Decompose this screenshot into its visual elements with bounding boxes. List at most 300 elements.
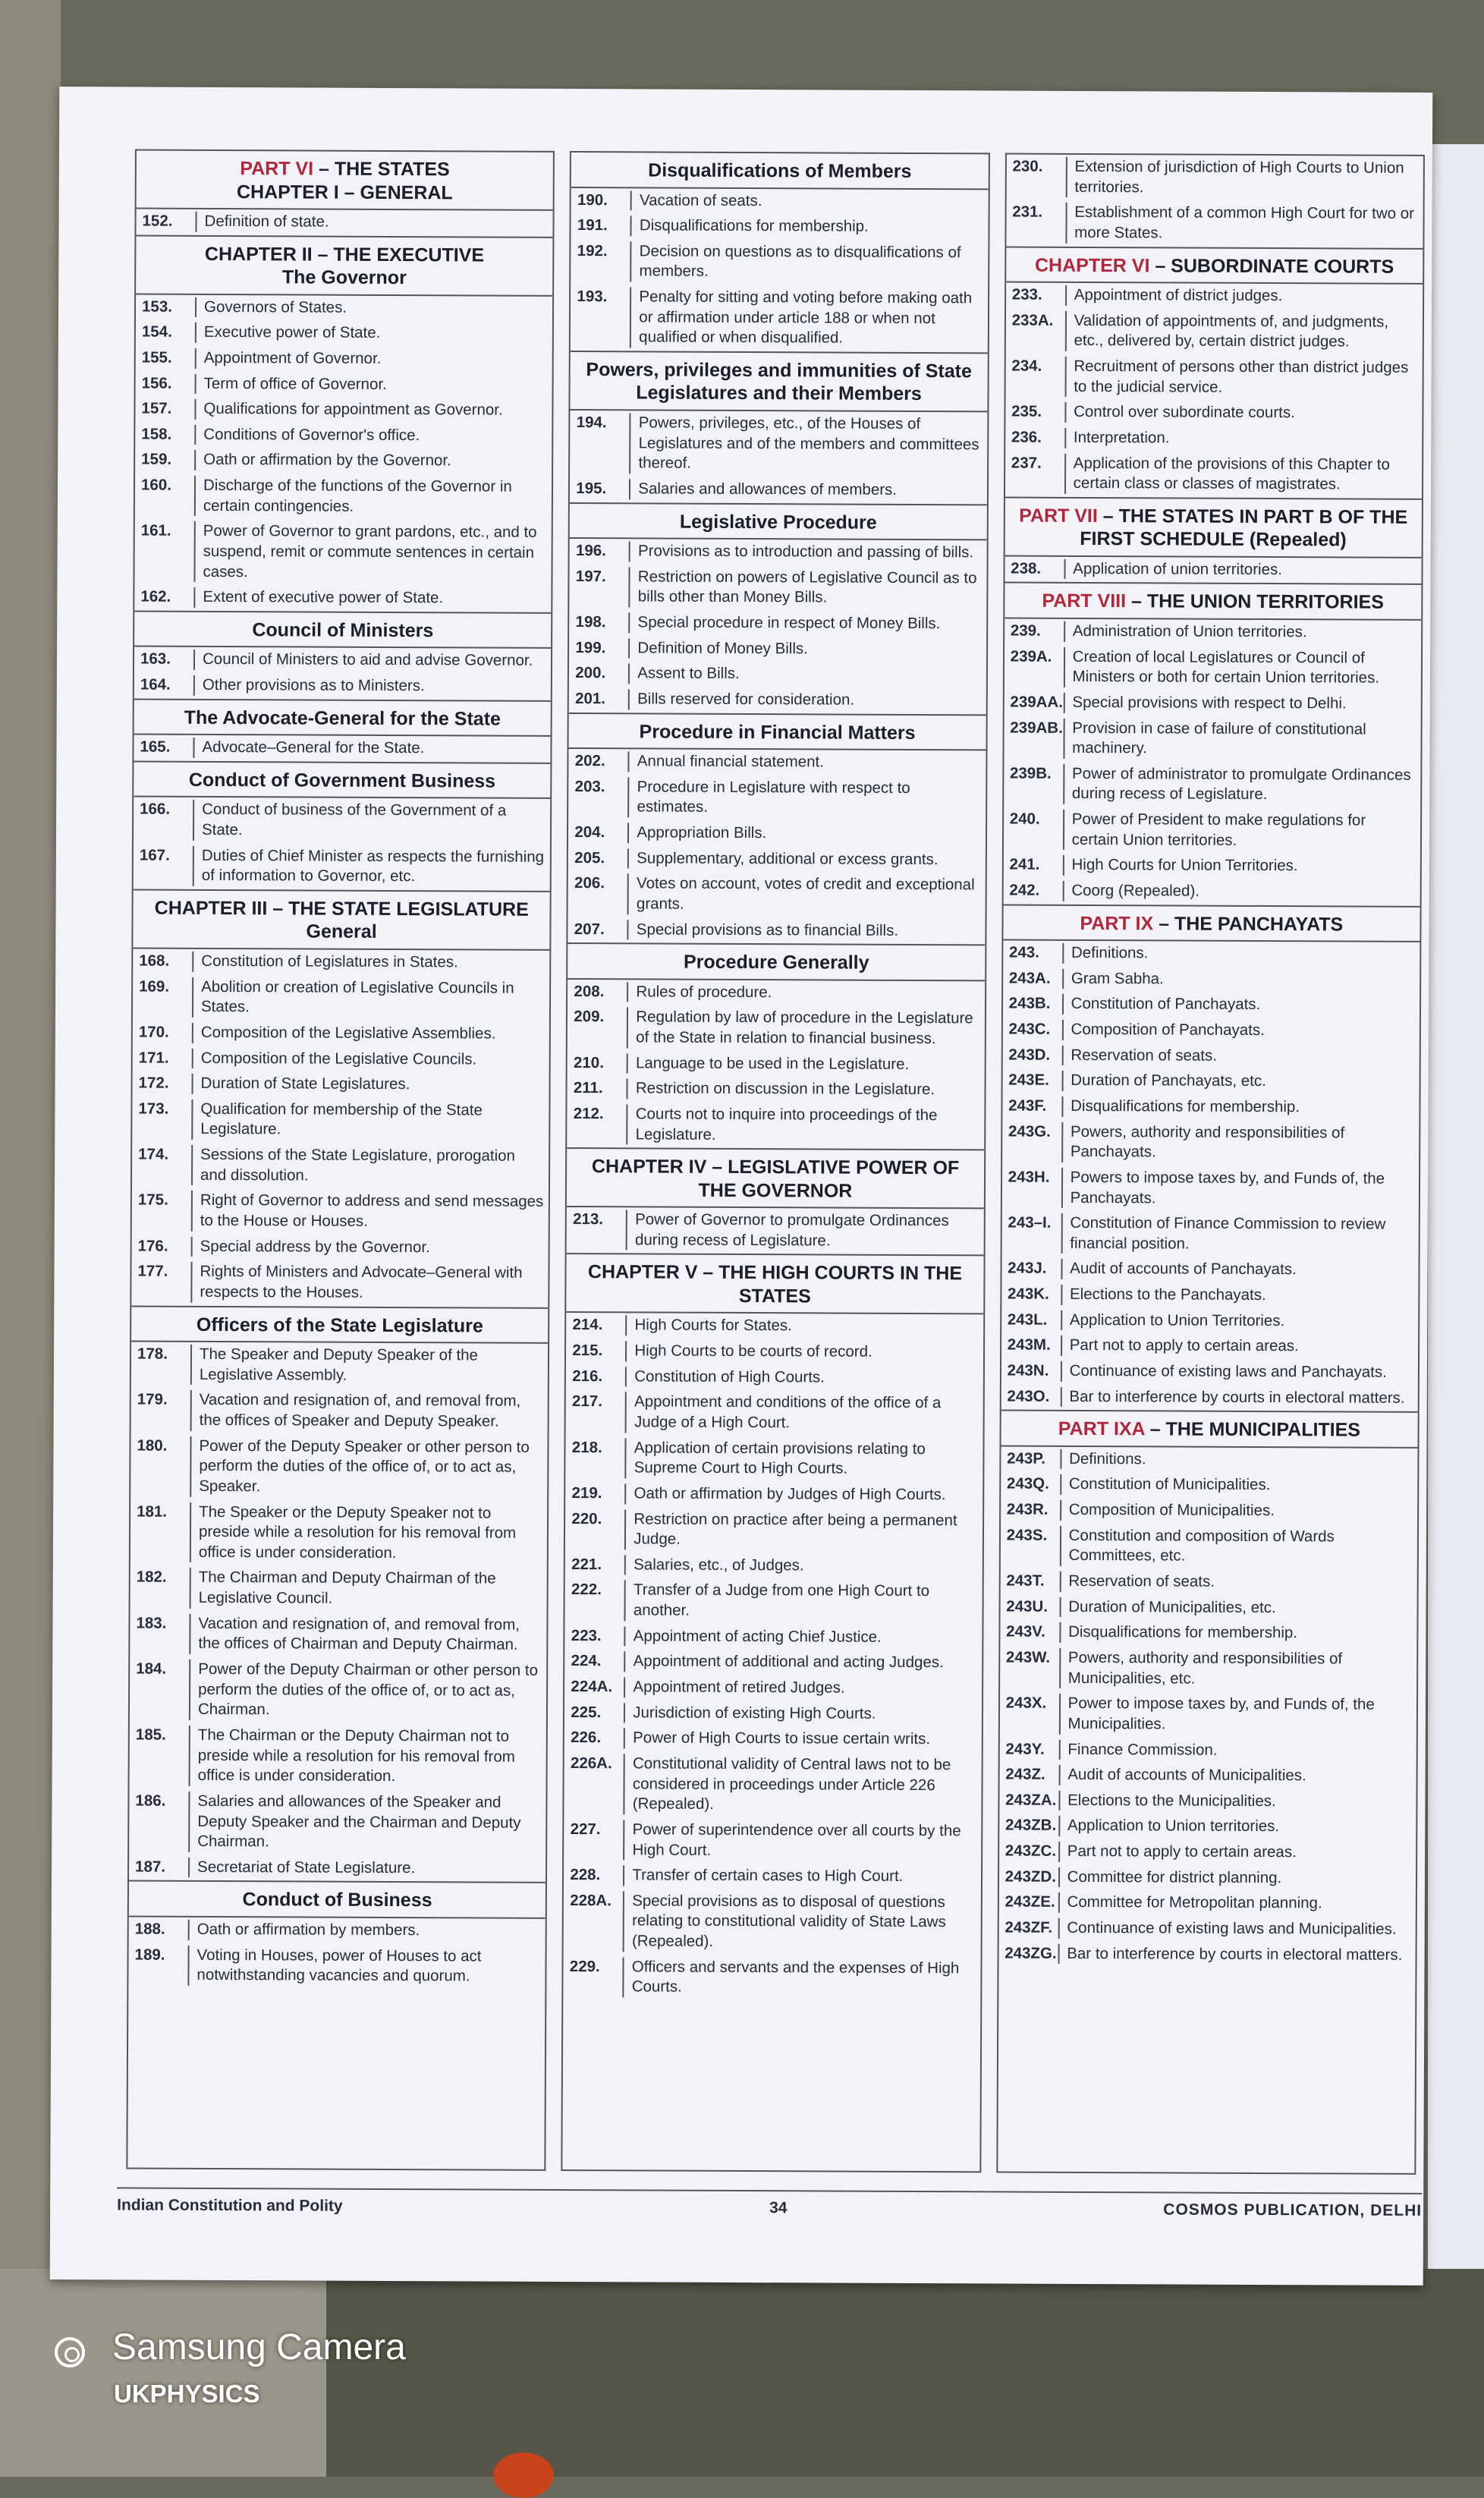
article-number: 199. <box>569 638 630 659</box>
contents-section <box>564 1253 984 2002</box>
article-number: 195. <box>570 479 630 499</box>
article-number: 200. <box>569 663 630 684</box>
article-number: 202. <box>569 751 630 772</box>
article-entry <box>999 1737 1416 1764</box>
article-title: Restriction on discussion in the Legislature. <box>635 1079 935 1099</box>
section-heading <box>570 502 987 541</box>
heading-text: Procedure Generally <box>683 951 869 974</box>
article-entry <box>999 1691 1416 1739</box>
article-entry <box>134 735 550 763</box>
article-entry <box>136 209 552 237</box>
article-number: 243Y. <box>999 1739 1060 1760</box>
article-entry <box>1001 1333 1418 1361</box>
article-title: Constitution of Panchayats. <box>1071 995 1261 1014</box>
article-entry <box>1002 1043 1419 1070</box>
article-title: Power of administrator to promulgate Ordinances during recess of Legislature. <box>1071 764 1411 804</box>
article-title: Constitutional validity of Central laws not to be considered in proceedings under Article 226 (Repealed). <box>632 1754 951 1814</box>
article-entry <box>130 1611 547 1659</box>
article-title: Application to Union Territories. <box>1069 1310 1285 1329</box>
article-number: 243Z. <box>999 1765 1060 1785</box>
article-entry <box>133 1020 549 1047</box>
article-entry <box>134 647 551 675</box>
article-entry <box>564 1726 981 1753</box>
article-number: 216. <box>566 1367 627 1387</box>
article-entry <box>568 1102 985 1150</box>
watermark-title: Samsung Camera <box>112 2327 406 2367</box>
article-title: Procedure in Legislature with respect to estimates. <box>637 778 910 816</box>
article-number: 188. <box>129 1919 190 1940</box>
article-title: Appropriation Bills. <box>637 823 767 842</box>
article-number: 243A. <box>1003 968 1064 989</box>
article-title: Penalty for sitting and voting before making oath or affirmation under article 188 or when not qualified or when disqualified. <box>639 288 973 347</box>
article-title: Application to Union territories. <box>1067 1817 1280 1836</box>
article-entry <box>131 1260 549 1307</box>
article-number: 217. <box>566 1392 627 1433</box>
article-title: Powers, authority and responsibilities of Municipalities, etc. <box>1067 1648 1343 1688</box>
heading-part-label: CHAPTER VI <box>1034 254 1150 276</box>
article-title: Composition of the Legislative Councils. <box>200 1049 477 1068</box>
article-number: 209. <box>568 1007 628 1048</box>
article-entry <box>1003 941 1420 968</box>
contents-section <box>570 351 987 504</box>
contents-section <box>1003 582 1421 906</box>
article-title: Provision in case of failure of constitutional machinery. <box>1072 719 1366 757</box>
article-title: Special provisions with respect to Delhi. <box>1072 693 1347 713</box>
article-entry <box>565 1624 982 1651</box>
article-entry <box>130 1499 548 1567</box>
article-number: 167. <box>134 845 194 886</box>
contents-table <box>126 149 1425 2175</box>
article-entry <box>568 917 985 945</box>
article-number: 166. <box>134 800 194 841</box>
article-entry <box>130 1722 547 1790</box>
article-title: Constitution of Finance Commission to review financial position. <box>1070 1214 1386 1253</box>
article-entry <box>565 1553 982 1580</box>
article-title: Elections to the Municipalities. <box>1067 1791 1276 1810</box>
article-number: 243L. <box>1001 1310 1062 1330</box>
article-number: 238. <box>1005 558 1065 579</box>
article-entry <box>132 1096 549 1144</box>
article-entry <box>1003 853 1420 880</box>
article-number: 243ZE. <box>998 1892 1059 1913</box>
article-title: Disqualifications for membership. <box>1068 1623 1298 1642</box>
article-number: 243F. <box>1002 1096 1063 1117</box>
article-number: 192. <box>571 241 632 282</box>
section-heading <box>567 1147 984 1209</box>
article-number: 243ZC. <box>999 1842 1060 1862</box>
article-entry <box>134 843 551 891</box>
article-entry <box>564 1700 981 1728</box>
article-entry <box>1006 283 1423 310</box>
article-entry <box>998 1915 1415 1943</box>
article-number: 181. <box>130 1502 191 1562</box>
article-title: Reservation of seats. <box>1071 1046 1218 1065</box>
section-heading <box>137 151 554 211</box>
article-title: Language to be used in the Legislature. <box>635 1053 910 1073</box>
column-3 <box>996 153 1425 2175</box>
article-entry <box>130 1657 547 1725</box>
article-entry <box>1005 354 1423 401</box>
article-title: Salaries, etc., of Judges. <box>634 1556 804 1575</box>
article-entry <box>999 1814 1416 1841</box>
article-title: Restriction on powers of Legislative Council as to bills other than Money Bills. <box>637 568 977 606</box>
article-title: Appointment of district judges. <box>1074 285 1283 305</box>
article-entry <box>130 1433 548 1501</box>
article-entry <box>1001 1211 1419 1259</box>
article-number: 234. <box>1005 356 1066 397</box>
article-title: Composition of Municipalities. <box>1068 1500 1275 1520</box>
article-title: Composition of the Legislative Assemblies. <box>200 1023 496 1043</box>
heading-part-label: PART VI <box>240 158 314 180</box>
article-entry <box>1004 807 1421 855</box>
article-number: 175. <box>132 1191 193 1232</box>
article-title: Gram Sabha. <box>1071 969 1164 988</box>
article-number: 196. <box>570 541 630 562</box>
article-title: Annual financial statement. <box>637 752 824 771</box>
contents-section <box>131 889 550 1307</box>
article-title: Power of Governor to grant pardons, etc., and to suspend, remit or commute sentences in certain cases. <box>203 522 537 580</box>
article-title: Extension of jurisdiction of High Courts to Union territories. <box>1074 157 1404 196</box>
article-title: Votes on account, votes of credit and exceptional grants. <box>636 874 975 913</box>
article-number: 236. <box>1005 427 1066 448</box>
article-number: 179. <box>131 1390 192 1431</box>
article-number: 207. <box>568 920 629 940</box>
article-title: Bills reserved for consideration. <box>637 690 855 709</box>
article-entry <box>1005 425 1422 452</box>
article-number: 243B. <box>1003 994 1064 1015</box>
article-title: Vacation of seats. <box>639 190 762 209</box>
background-bottom-left <box>0 2269 326 2477</box>
article-number: 241. <box>1003 855 1064 876</box>
article-title: Transfer of a Judge from one High Court to another. <box>633 1581 930 1619</box>
article-title: Decision on questions as to disqualifications of members. <box>639 242 961 281</box>
article-number: 243T. <box>1000 1571 1061 1592</box>
article-title: Composition of Panchayats. <box>1071 1020 1265 1040</box>
article-entry <box>565 1649 982 1676</box>
article-number: 182. <box>130 1568 191 1609</box>
article-entry <box>1002 1068 1419 1096</box>
article-number: 243. <box>1003 943 1064 964</box>
article-number: 168. <box>133 951 193 971</box>
article-entry <box>569 749 986 776</box>
article-title: Recruitment of persons other than district judges to the judicial service. <box>1074 357 1409 396</box>
article-entry <box>1001 1384 1417 1411</box>
article-title: Power of superintendence over all courts by the High Court. <box>632 1820 961 1859</box>
article-title: Interpretation. <box>1073 428 1170 447</box>
section-heading <box>134 760 551 799</box>
page-footer <box>117 2187 1422 2225</box>
article-title: Constitution of Municipalities. <box>1068 1475 1271 1494</box>
section-heading <box>1006 246 1423 285</box>
article-number: 226A. <box>564 1754 625 1814</box>
article-title: Special address by the Governor. <box>200 1237 430 1256</box>
article-number: 243N. <box>1001 1361 1062 1382</box>
article-entry <box>570 565 987 612</box>
article-number: 161. <box>134 521 195 582</box>
article-number: 204. <box>568 823 629 843</box>
article-title: Right of Governor to address and send messages to the House or Houses. <box>200 1191 544 1230</box>
article-title: Part not to apply to certain areas. <box>1069 1336 1299 1355</box>
article-entry <box>1002 1018 1419 1045</box>
article-title: Continuance of existing laws and Municipalities. <box>1067 1918 1397 1938</box>
article-title: Definition of state. <box>204 212 329 231</box>
article-number: 239AB. <box>1004 718 1064 759</box>
heading-text: Conduct of Business <box>242 1889 432 1911</box>
article-number: 243D. <box>1002 1045 1063 1065</box>
article-number: 243ZD. <box>999 1867 1060 1887</box>
article-entry <box>135 473 552 521</box>
article-entry <box>999 1864 1416 1892</box>
article-title: Salaries and allowances of the Speaker and Deputy Speaker and the Chairman and Deputy Chairman. <box>197 1792 521 1851</box>
article-number: 239. <box>1005 621 1065 641</box>
article-number: 243W. <box>1000 1647 1061 1688</box>
heading-text: Powers, privileges and immunities of State Legislatures and their Members <box>586 359 972 405</box>
heading-text: CHAPTER V – THE HIGH COURTS IN THE STATES <box>587 1261 963 1307</box>
section-heading <box>134 698 552 737</box>
article-number: 224. <box>565 1651 626 1672</box>
contents-section <box>134 610 552 700</box>
article-title: Finance Commission. <box>1067 1740 1218 1759</box>
article-entry <box>570 539 986 566</box>
contents-section <box>134 760 551 890</box>
article-number: 171. <box>133 1048 193 1068</box>
article-entry <box>136 294 552 322</box>
article-entry <box>566 1364 983 1392</box>
article-title: Constitution and composition of Wards Committees, etc. <box>1068 1526 1335 1565</box>
article-number: 162. <box>134 587 195 608</box>
article-number: 169. <box>133 977 193 1018</box>
article-title: Powers, privileges, etc., of the Houses of Legislatures and of the members and committees thereof. <box>638 414 979 472</box>
article-entry <box>1004 690 1420 717</box>
article-entry <box>566 1339 983 1366</box>
article-entry <box>1005 451 1423 499</box>
contents-section <box>128 1880 545 1990</box>
article-number: 243X. <box>1000 1694 1061 1735</box>
article-number: 239A. <box>1005 647 1065 687</box>
article-number: 203. <box>568 777 629 818</box>
article-entry <box>569 636 986 663</box>
article-title: Oath or affirmation by members. <box>197 1920 420 1940</box>
article-number: 243P. <box>1001 1449 1061 1469</box>
article-entry <box>998 1941 1415 1968</box>
article-number: 243G. <box>1002 1122 1063 1162</box>
article-entry <box>569 661 986 688</box>
article-entry <box>135 448 552 475</box>
article-entry <box>1004 716 1421 763</box>
article-entry <box>565 1481 982 1509</box>
heading-text: – THE PANCHAYATS <box>1153 913 1344 936</box>
article-title: Extent of executive power of State. <box>203 588 444 607</box>
heading-text: The Advocate-General for the State <box>184 706 501 730</box>
article-title: Definitions. <box>1071 944 1149 962</box>
article-number: 211. <box>568 1078 628 1099</box>
article-entry <box>129 1789 546 1856</box>
article-number: 243ZA. <box>999 1790 1060 1811</box>
orange-object <box>493 2452 554 2498</box>
article-number: 153. <box>136 297 197 317</box>
heading-text: Council of Ministers <box>252 619 434 642</box>
article-title: Term of office of Governor. <box>203 374 387 393</box>
article-entry <box>132 1188 549 1236</box>
watermark-subtitle: UKPHYSICS <box>114 2380 260 2408</box>
article-title: Validation of appointments of, and judgments, etc., delivered by, certain district judges. <box>1074 311 1389 351</box>
article-title: Duration of Municipalities, etc. <box>1068 1597 1276 1616</box>
article-title: Power of the Deputy Speaker or other person to perform the duties of the office of, or to act as, Speaker. <box>199 1436 530 1496</box>
article-entry <box>136 320 552 348</box>
article-title: Disqualifications for membership. <box>1071 1096 1300 1116</box>
article-number: 227. <box>564 1820 624 1861</box>
article-number: 214. <box>566 1315 627 1336</box>
article-entry <box>131 1388 549 1436</box>
article-title: Qualification for membership of the State Legislature. <box>200 1100 483 1138</box>
article-title: Regulation by law of procedure in the Legislature of the State in relation to financial business. <box>636 1008 973 1048</box>
article-title: Power to impose taxes by, and Funds of, the Municipalities. <box>1067 1694 1375 1733</box>
article-entry <box>1001 1307 1418 1335</box>
article-number: 243J. <box>1001 1259 1062 1279</box>
article-entry <box>1001 1446 1417 1474</box>
article-title: Secretariat of State Legislature. <box>197 1858 416 1877</box>
contents-section <box>567 1147 984 1255</box>
contents-section <box>569 502 987 714</box>
contents-section <box>1005 496 1422 584</box>
article-title: Committee for district planning. <box>1067 1867 1282 1886</box>
article-number: 205. <box>568 848 629 869</box>
article-number: 187. <box>129 1857 190 1877</box>
article-number: 160. <box>135 476 196 517</box>
article-number: 212. <box>568 1104 628 1145</box>
article-number: 208. <box>568 982 628 1002</box>
footer-book-title: Indian Constitution and Polity <box>117 2196 343 2215</box>
article-number: 154. <box>136 322 197 343</box>
article-number: 239B. <box>1004 763 1064 804</box>
article-entry <box>135 422 552 449</box>
article-number: 222. <box>565 1580 626 1621</box>
article-number: 193. <box>571 287 631 348</box>
section-heading <box>571 351 988 412</box>
article-title: Administration of Union territories. <box>1072 621 1307 641</box>
article-title: Definitions. <box>1069 1449 1146 1468</box>
article-entry <box>569 610 986 637</box>
contents-section <box>571 153 988 352</box>
section-heading <box>571 153 989 190</box>
article-entry <box>571 213 988 241</box>
article-entry <box>1001 1472 1417 1499</box>
heading-text: CHAPTER III – THE STATE LEGISLATURE General <box>154 897 529 943</box>
article-number: 233A. <box>1005 310 1066 351</box>
contents-section <box>1001 904 1420 1411</box>
article-title: Conduct of business of the Government of a State. <box>201 801 507 839</box>
article-entry <box>570 477 986 504</box>
article-title: Jurisdiction of existing High Courts. <box>633 1704 876 1722</box>
article-entry <box>1005 644 1422 692</box>
camera-logo-icon <box>55 2337 85 2367</box>
article-title: Appointment and conditions of the office of a Judge of a High Court. <box>634 1392 942 1432</box>
article-entry <box>131 1342 549 1390</box>
article-title: Reservation of seats. <box>1068 1571 1215 1590</box>
article-number: 243H. <box>1002 1167 1063 1208</box>
article-number: 219. <box>565 1483 626 1504</box>
contents-section <box>134 234 552 612</box>
article-entry <box>1005 618 1421 646</box>
article-number: 164. <box>134 675 195 696</box>
article-entry <box>135 397 552 424</box>
section-heading <box>1003 904 1420 942</box>
page-number: 34 <box>769 2199 788 2217</box>
article-title: Application of the provisions of this Chapter to certain class or classes of magistrates. <box>1073 454 1390 493</box>
article-number: 194. <box>570 413 630 473</box>
article-title: Appointment of additional and acting Judges. <box>633 1652 944 1672</box>
article-number: 239AA. <box>1004 692 1064 713</box>
heading-part-label: PART IXA <box>1058 1418 1145 1440</box>
article-title: Application of union territories. <box>1073 559 1283 578</box>
article-entry <box>565 1507 983 1555</box>
article-entry <box>133 1046 549 1073</box>
article-number: 220. <box>565 1509 626 1550</box>
article-title: Assent to Bills. <box>637 664 740 683</box>
article-entry <box>568 1005 985 1052</box>
article-number: 190. <box>571 190 632 211</box>
article-entry <box>1001 1282 1418 1310</box>
article-entry <box>1001 1359 1418 1386</box>
article-number: 213. <box>567 1210 627 1251</box>
article-entry <box>134 519 552 587</box>
article-title: Qualifications for appointment as Governor. <box>203 400 503 419</box>
article-number: 243ZG. <box>998 1943 1059 1964</box>
article-number: 180. <box>130 1436 191 1496</box>
article-number: 176. <box>132 1236 193 1257</box>
article-title: Discharge of the functions of the Governor in certain contingencies. <box>203 477 512 515</box>
contents-section <box>129 1305 549 1882</box>
article-number: 243O. <box>1001 1386 1061 1407</box>
heading-text: Procedure in Financial Matters <box>639 720 916 744</box>
article-title: Duration of Panchayats, etc. <box>1071 1071 1266 1090</box>
heading-text: – THE UNION TERRITORIES <box>1126 590 1385 614</box>
article-title: Abolition or creation of Legislative Councils in States. <box>200 977 514 1016</box>
article-title: High Courts to be courts of record. <box>634 1342 872 1361</box>
article-title: Oath or affirmation by Judges of High Courts. <box>634 1484 946 1504</box>
facing-page-edge <box>1428 144 1484 2269</box>
section-heading <box>569 713 986 751</box>
article-entry <box>564 1955 981 2002</box>
article-title: Constitution of Legislatures in States. <box>201 952 458 971</box>
article-entry <box>1001 1498 1417 1525</box>
article-entry <box>130 1565 548 1613</box>
article-number: 158. <box>135 424 196 445</box>
article-number: 243–I. <box>1001 1213 1062 1254</box>
article-entry <box>1000 1594 1416 1622</box>
article-number: 228. <box>564 1865 624 1886</box>
heading-part-label: PART IX <box>1080 912 1154 935</box>
article-number: 157. <box>135 399 196 420</box>
article-number: 225. <box>564 1703 625 1723</box>
article-number: 178. <box>131 1345 192 1386</box>
article-entry <box>998 1890 1415 1918</box>
article-title: Provisions as to introduction and passing of bills. <box>637 542 974 562</box>
section-heading <box>568 942 986 981</box>
article-title: Other provisions as to Ministers. <box>202 676 425 695</box>
article-entry <box>564 1751 982 1819</box>
article-title: Advocate–General for the State. <box>202 738 425 757</box>
heading-part-label: PART VII <box>1019 505 1098 527</box>
article-entry <box>1002 1094 1419 1122</box>
article-number: 243K. <box>1001 1285 1062 1305</box>
article-number: 218. <box>566 1438 627 1479</box>
section-heading <box>136 234 553 296</box>
heading-text: Legislative Procedure <box>679 511 877 533</box>
article-title: Powers, authority and responsibilities of Panchayats. <box>1070 1122 1345 1161</box>
article-entry <box>1005 308 1423 356</box>
article-title: Special provisions as to disposal of questions relating to constitutional validity of State Laws (Repealed). <box>631 1892 946 1950</box>
